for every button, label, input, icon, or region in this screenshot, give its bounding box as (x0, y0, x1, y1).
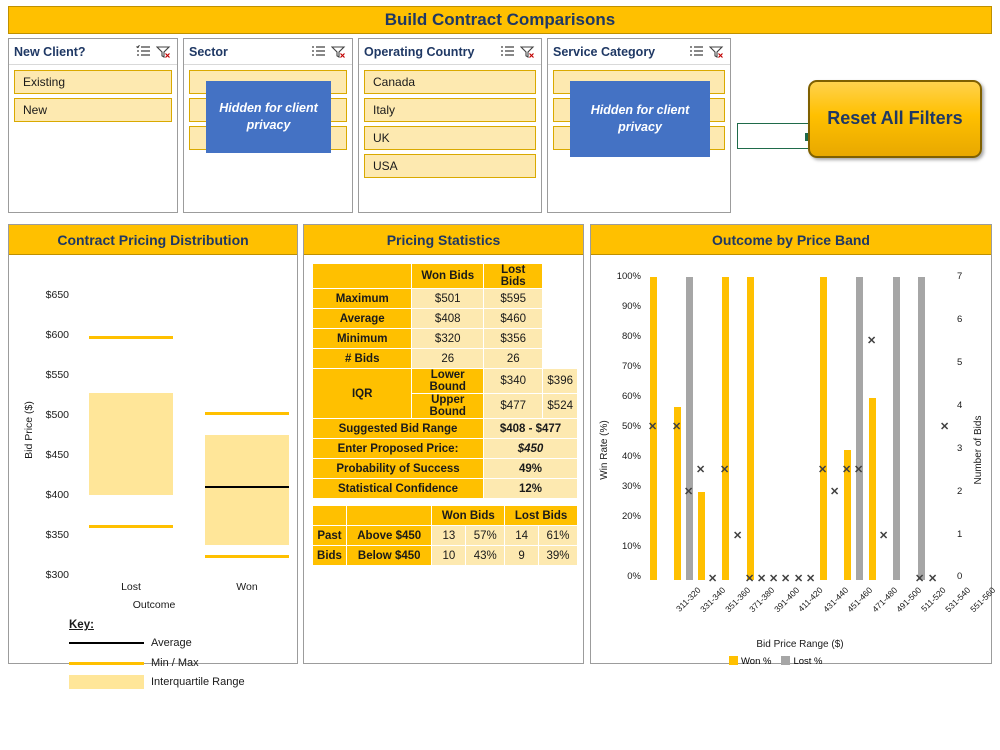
proposed-price-input[interactable]: $450 (484, 439, 578, 459)
bar-won (869, 398, 876, 580)
table-row (313, 546, 578, 566)
key-label: Average (151, 637, 192, 649)
x-tick: 411-420 (795, 585, 825, 614)
y-tick: $500 (45, 409, 69, 421)
bid-count-marker: ✕ (915, 573, 925, 585)
cell-lost: $524 (543, 394, 578, 419)
past-bids-table (312, 505, 578, 566)
slicer-item[interactable]: UK (364, 126, 536, 150)
cell-lost-count: 14 (505, 526, 539, 546)
y-tick: $600 (45, 329, 69, 341)
slicer-title: Operating Country (364, 44, 475, 59)
key-row-minmax (69, 657, 199, 669)
slicer-header (9, 39, 177, 65)
y-tick: 70% (621, 361, 641, 372)
bid-count-marker: ✕ (672, 421, 682, 433)
key-title: Key: (69, 619, 94, 631)
cell-lost: $460 (484, 309, 543, 329)
bar-lost (856, 277, 863, 580)
y2-tick: 2 (957, 486, 963, 497)
cell-won: 26 (412, 349, 484, 369)
cell-lost-pct: 39% (539, 546, 578, 566)
bid-count-marker: ✕ (928, 573, 938, 585)
row-label: Suggested Bid Range (313, 419, 484, 439)
won-min-line (205, 555, 289, 558)
x-tick: 391-400 (772, 585, 802, 615)
boxplot-chart (9, 255, 299, 688)
row-label: # Bids (313, 349, 412, 369)
bid-count-marker: ✕ (830, 486, 840, 498)
slicer-body (9, 65, 177, 131)
clear-filter-icon[interactable] (330, 43, 347, 60)
cell-lost: $356 (484, 329, 543, 349)
legend-item-lost (781, 656, 822, 667)
won-max-line (205, 412, 289, 415)
bid-count-marker: ✕ (696, 464, 706, 476)
slicer-item[interactable]: Canada (364, 70, 536, 94)
cell-won: $320 (412, 329, 484, 349)
legend-item-won (729, 656, 771, 667)
y2-tick: 3 (957, 443, 963, 454)
key-label: Interquartile Range (151, 676, 245, 688)
cell-won: $408 (412, 309, 484, 329)
bar-won (698, 492, 705, 580)
bar-lost (893, 277, 900, 580)
bid-count-marker: ✕ (842, 464, 852, 476)
table-row (313, 526, 578, 546)
y-tick: 40% (621, 451, 641, 462)
won-iqr-box (205, 435, 289, 545)
slicer-operating-country[interactable] (358, 38, 542, 213)
column-header: Won Bids (432, 506, 505, 526)
iqr-swatch (69, 675, 144, 689)
bid-count-marker: ✕ (684, 486, 694, 498)
y-tick: 60% (621, 391, 641, 402)
table-row (313, 419, 578, 439)
y2-tick: 1 (957, 529, 963, 540)
row-label: Average (313, 309, 412, 329)
row-label: Below $450 (346, 546, 431, 566)
corner-cell (313, 264, 412, 289)
outcome-y2-axis-label: Number of Bids (973, 415, 984, 485)
bid-count-marker: ✕ (867, 335, 877, 347)
table-row (313, 289, 578, 309)
probability-of-success-value: 49% (484, 459, 578, 479)
y-tick: 90% (621, 301, 641, 312)
bid-count-marker: ✕ (769, 573, 779, 585)
cell-lost: $396 (543, 369, 578, 394)
slicer-header (184, 39, 352, 65)
cell-won: $501 (412, 289, 484, 309)
slicer-title: New Client? (14, 44, 86, 59)
y-tick: 100% (616, 271, 641, 282)
panel-pricing-statistics (303, 224, 584, 664)
bid-count-marker: ✕ (648, 421, 658, 433)
bid-count-marker: ✕ (733, 530, 743, 542)
bar-lost (918, 277, 925, 580)
average-swatch (69, 637, 144, 649)
cell-lost-pct: 61% (539, 526, 578, 546)
outcome-chart (591, 255, 997, 685)
table-row (313, 369, 578, 394)
cell-won: $340 (484, 369, 543, 394)
multiselect-icon[interactable] (310, 43, 327, 60)
x-tick: 331-340 (698, 585, 728, 615)
cell-lost: $595 (484, 289, 543, 309)
page-title: Build Contract Comparisons (8, 6, 992, 34)
table-row (313, 329, 578, 349)
cell-lost-count: 9 (505, 546, 539, 566)
boxplot-x-axis-title: Outcome (132, 599, 176, 611)
iqr-group-label: IQR (313, 369, 412, 419)
bid-count-marker: ✕ (781, 573, 791, 585)
x-tick: 371-380 (747, 585, 777, 615)
won-average-line (205, 486, 289, 488)
y2-tick: 6 (957, 314, 963, 325)
bid-count-marker: ✕ (854, 464, 864, 476)
panel-title: Outcome by Price Band (591, 225, 991, 255)
slicer-header (359, 39, 541, 65)
panel-contract-pricing-distribution (8, 224, 298, 688)
x-tick: 531-540 (943, 585, 973, 615)
bid-count-marker: ✕ (806, 573, 816, 585)
cell-won-pct: 43% (466, 546, 505, 566)
bid-count-marker: ✕ (879, 530, 889, 542)
slicer-new-client[interactable] (8, 38, 178, 213)
x-tick: 551-560 (968, 585, 998, 615)
row-label: Above $450 (346, 526, 431, 546)
past-bids-label-line1: Past (313, 526, 347, 546)
slicer-item[interactable]: Existing (14, 70, 172, 94)
panel-title: Pricing Statistics (304, 225, 583, 255)
lost-max-line (89, 336, 173, 339)
outcome-plot-area (647, 277, 953, 585)
y-tick: 80% (621, 331, 641, 342)
x-tick: 311-320 (673, 585, 703, 614)
multiselect-icon[interactable] (499, 43, 516, 60)
y2-tick: 0 (957, 571, 963, 582)
x-tick: Lost (121, 581, 141, 593)
table-row (313, 349, 578, 369)
legend-label: Lost % (793, 656, 823, 667)
past-bids-label-line2: Bids (313, 546, 347, 566)
y-tick: $300 (45, 569, 69, 581)
bar-lost (686, 277, 693, 580)
cell-won-count: 10 (432, 546, 466, 566)
table-row (313, 459, 578, 479)
bid-count-marker: ✕ (720, 464, 730, 476)
clear-filter-icon[interactable] (155, 43, 172, 60)
row-label: Minimum (313, 329, 412, 349)
bar-won (722, 277, 729, 580)
y-tick: 10% (621, 541, 641, 552)
cell-lost: 26 (484, 349, 543, 369)
key-label: Min / Max (151, 657, 199, 669)
cell-won: $477 (484, 394, 543, 419)
row-label: Upper Bound (412, 394, 484, 419)
y2-tick: 7 (957, 271, 963, 282)
table-row (313, 506, 578, 526)
outcome-x-axis-title: Bid Price Range ($) (756, 639, 844, 650)
bar-won (747, 277, 754, 580)
clear-filter-icon[interactable] (708, 43, 725, 60)
row-label: Statistical Confidence (313, 479, 484, 499)
bar-won (820, 277, 827, 580)
column-header: Lost Bids (505, 506, 578, 526)
cell-won-count: 13 (432, 526, 466, 546)
table-row (313, 264, 578, 289)
bid-count-marker: ✕ (940, 421, 950, 433)
suggested-bid-range-value: $408 - $477 (484, 419, 578, 439)
slicer-title: Service Category (553, 44, 656, 59)
y-tick: 50% (621, 421, 641, 432)
y-tick: 20% (621, 511, 641, 522)
panel-outcome-by-price-band (590, 224, 998, 667)
x-tick: 471-480 (870, 585, 900, 615)
y-tick: $550 (45, 369, 69, 381)
table-row (313, 309, 578, 329)
slicer-body (359, 65, 541, 187)
x-tick: 431-440 (821, 585, 851, 615)
table-row (313, 479, 578, 499)
row-label: Lower Bound (412, 369, 484, 394)
y-tick: $400 (45, 489, 69, 501)
bid-count-marker: ✕ (794, 573, 804, 585)
multiselect-icon[interactable] (135, 43, 152, 60)
x-tick: Won (236, 581, 258, 593)
clear-filter-icon[interactable] (519, 43, 536, 60)
privacy-overlay: Hidden for client privacy (570, 81, 710, 157)
y-tick: $450 (45, 449, 69, 461)
x-tick: 351-360 (723, 585, 753, 615)
minmax-swatch (69, 657, 144, 669)
panel-title: Contract Pricing Distribution (9, 225, 297, 255)
y2-tick: 4 (957, 400, 963, 411)
lost-min-line (89, 525, 173, 528)
outcome-legend (729, 656, 823, 667)
y-tick: 0% (627, 571, 641, 582)
x-tick: 491-500 (894, 585, 924, 615)
lost-iqr-box (89, 393, 173, 495)
corner-cell (313, 506, 347, 526)
y2-tick: 5 (957, 357, 963, 368)
slicer-item[interactable]: USA (364, 154, 536, 178)
reset-connector (737, 123, 809, 149)
slicer-sector[interactable] (183, 38, 353, 213)
table-row (313, 439, 578, 459)
cell-won-pct: 57% (466, 526, 505, 546)
slicer-header (548, 39, 730, 65)
key-row-iqr (69, 675, 245, 689)
slicer-service-category[interactable] (547, 38, 731, 213)
bid-count-marker: ✕ (708, 573, 718, 585)
multiselect-icon[interactable] (688, 43, 705, 60)
reset-all-filters-button[interactable]: Reset All Filters (808, 80, 982, 158)
privacy-overlay: Hidden for client privacy (206, 81, 331, 153)
bid-count-marker: ✕ (757, 573, 767, 585)
bid-count-marker: ✕ (818, 464, 828, 476)
statistical-confidence-value: 12% (484, 479, 578, 499)
bid-count-marker: ✕ (745, 573, 755, 585)
slicer-item[interactable]: Italy (364, 98, 536, 122)
x-tick: 451-460 (845, 585, 875, 615)
y-tick: $350 (45, 529, 69, 541)
legend-label: Won % (741, 656, 772, 667)
column-header: Won Bids (412, 264, 484, 289)
row-label: Enter Proposed Price: (313, 439, 484, 459)
pricing-statistics-table (312, 263, 578, 566)
column-header: Lost Bids (484, 264, 543, 289)
corner-cell (346, 506, 431, 526)
y-tick: $650 (45, 289, 69, 301)
x-tick: 511-520 (918, 585, 948, 614)
boxplot-y-axis-label: Bid Price ($) (23, 401, 35, 459)
y-tick: 30% (621, 481, 641, 492)
row-label: Probability of Success (313, 459, 484, 479)
slicer-item[interactable]: New (14, 98, 172, 122)
key-row-average (69, 637, 192, 649)
slicer-title: Sector (189, 44, 228, 59)
row-label: Maximum (313, 289, 412, 309)
stats-table (312, 263, 578, 499)
outcome-y-axis-label: Win Rate (%) (599, 420, 610, 480)
